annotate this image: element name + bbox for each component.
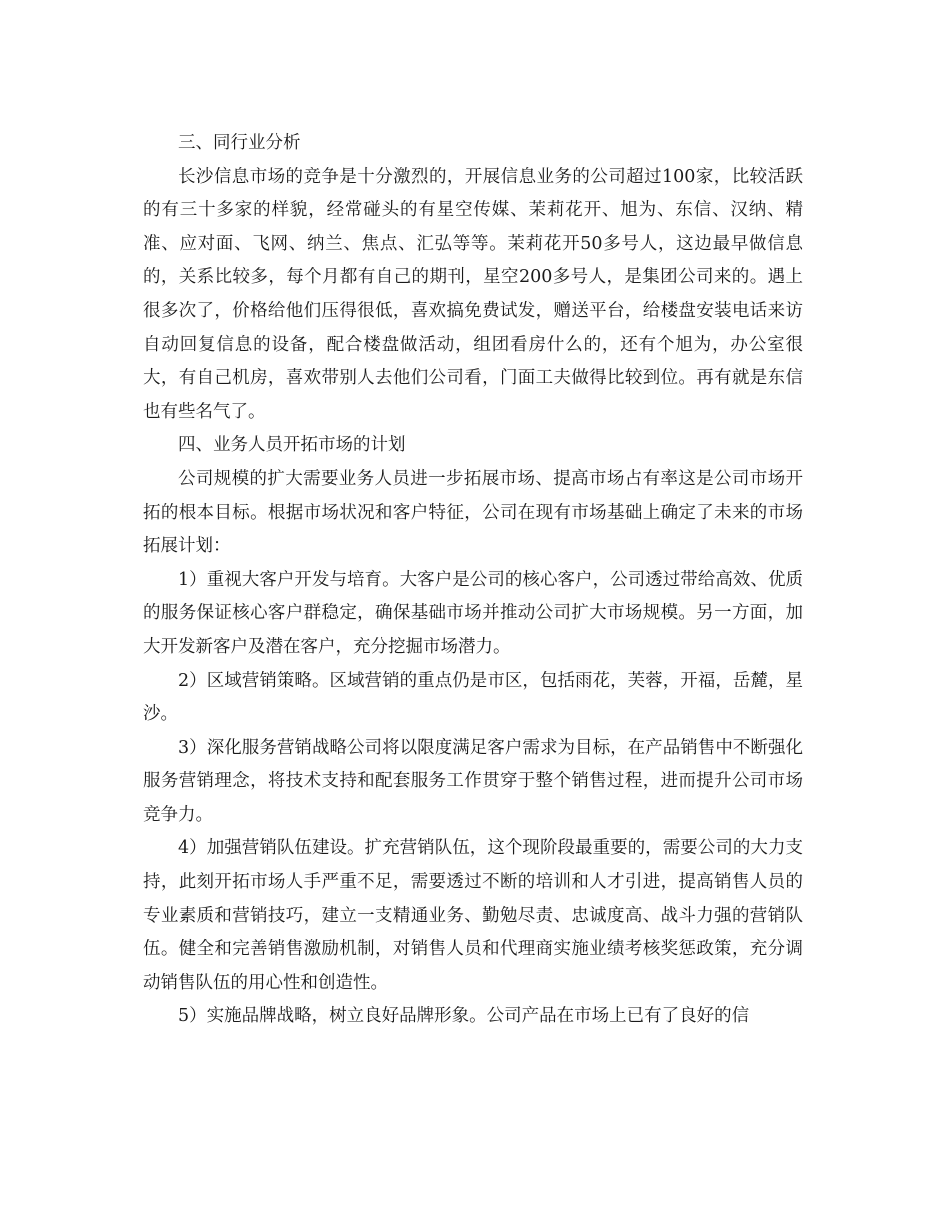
paragraph-plan-item-4: 4）加强营销队伍建设。扩充营销队伍，这个现阶段最重要的，需要公司的大力支持，此刻开拓市场人手严重不足，需要透过不断的培训和人才引进，提高销售人员的专业素质和营销技巧，建立一支精通业务、勤勉尽责、忠诚度高、战斗力强的营销队伍。健全和完善销售激励机制，对销售人员和代理商实施业绩考核奖惩政策，充分调动销售队伍的用心性和创造性。 <box>143 838 803 993</box>
paragraph-plan-item-1: 1）重视大客户开发与培育。大客户是公司的核心客户，公司透过带给高效、优质的服务保证核心客户群稳定，确保基础市场并推动公司扩大市场规模。另一方面，加大开发新客户及潜在客户，充分挖掘市场潜力。 <box>143 569 803 657</box>
paragraph-plan-item-2: 2）区域营销策略。区域营销的重点仍是市区，包括雨花，芙蓉，开福，岳麓，星沙。 <box>143 670 803 725</box>
document-body <box>143 127 803 1034</box>
paragraph-market-plan-intro: 公司规模的扩大需要业务人员进一步拓展市场、提高市场占有率这是公司市场开拓的根本目标。根据市场状况和客户特征，公司在现有市场基础上确定了未来的市场拓展计划： <box>143 468 803 557</box>
section-heading-market-plan: 四、业务人员开拓市场的计划 <box>178 435 406 456</box>
paragraph-plan-item-3: 3）深化服务营销战略公司将以限度满足客户需求为目标，在产品销售中不断强化服务营销理念，将技术支持和配套服务工作贯穿于整个销售过程，进而提升公司市场竞争力。 <box>143 737 803 825</box>
paragraph-plan-item-5: 5）实施品牌战略，树立良好品牌形象。公司产品在市场上已有了良好的信 <box>178 1006 750 1027</box>
section-heading-competitor-analysis: 三、同行业分析 <box>178 133 301 153</box>
paragraph-competitor-analysis: 长沙信息市场的竞争是十分激烈的，开展信息业务的公司超过100家，比较活跃的有三十多家的样貌，经常碰头的有星空传媒、茉莉花开、旭为、东信、汉纳、精准、应对面、飞网、纳兰、焦点、汇弘等等。茉莉花开50多号人，这边最早做信息的，关系比较多，每个月都有自己的期刊，星空200多号人，是集团公司来的。遇上很多次了，价格给他们压得很低，喜欢搞免费试发，赠送平台，给楼盘安装电话来访自动回复信息的设备，配合楼盘做活动，组团看房什么的，还有个旭为，办公室很大，有自己机房，喜欢带别人去他们公司看，门面工夫做得比较到位。再有就是东信也有些名气了。 <box>143 166 803 422</box>
